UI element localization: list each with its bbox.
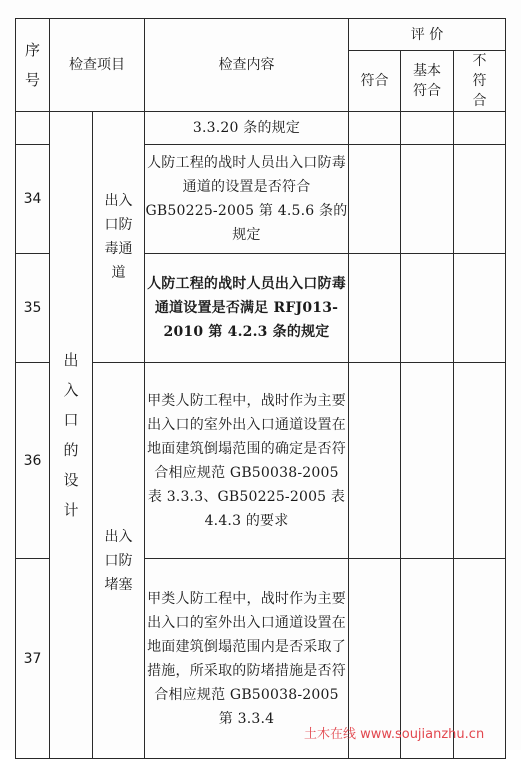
header-item: 检查项目 (50, 19, 145, 112)
cell-conform (349, 145, 401, 254)
cell-not-conform (454, 145, 506, 254)
row-number (16, 112, 50, 145)
row-number: 37 (16, 559, 50, 759)
header-content: 检查内容 (145, 19, 349, 112)
group-cell: 出入口的设计 (50, 112, 93, 759)
row-content: 3.3.20 条的规定 (145, 112, 349, 145)
subitem-blockage: 出入口防堵塞 (93, 363, 145, 759)
cell-basic (401, 254, 454, 363)
header-evaluation: 评 价 (349, 19, 506, 51)
site-watermark: 土木在线 www.soujianzhu.cn (304, 727, 485, 742)
cell-basic (401, 145, 454, 254)
cell-not-conform (454, 254, 506, 363)
table-row (16, 112, 506, 145)
row-number: 36 (16, 363, 50, 559)
row-content: 甲类人防工程中，战时作为主要出入口的室外出入口通道设置在地面建筑倒塌范围的确定是否符合相应规范 GB50038-2005 表 3.3.3、GB50225-2005 表 4.4.3 的要求 (145, 363, 349, 559)
subitem-passage: 出入口防毒通道 (93, 112, 145, 363)
cell-not-conform (454, 112, 506, 145)
header-seq: 序号 (16, 19, 50, 112)
row-number: 34 (16, 145, 50, 254)
cell-conform (349, 363, 401, 559)
row-content: 人防工程的战时人员出入口防毒通道的设置是否符合 GB50225-2005 第 4.5.6 条的规定 (145, 145, 349, 254)
header-row-1 (16, 19, 506, 51)
cell-not-conform (454, 363, 506, 559)
header-conform: 符合 (349, 51, 401, 112)
cell-conform (349, 112, 401, 145)
inspection-table (15, 18, 506, 759)
cell-basic (401, 112, 454, 145)
row-content: 甲类人防工程中，战时作为主要出入口的室外出入口通道设置在地面建筑倒塌范围内是否采取了措施，所采取的防堵措施是否符合相应规范 GB50038-2005 第 3.3.4 (145, 559, 349, 759)
cell-conform (349, 254, 401, 363)
header-not-conform: 不符合 (454, 51, 506, 112)
header-basic-conform: 基本符合 (401, 51, 454, 112)
row-content: 人防工程的战时人员出入口防毒通道设置是否满足 RFJ013-2010 第 4.2.3 条的规定 (145, 254, 349, 363)
cell-basic (401, 363, 454, 559)
row-number: 35 (16, 254, 50, 363)
